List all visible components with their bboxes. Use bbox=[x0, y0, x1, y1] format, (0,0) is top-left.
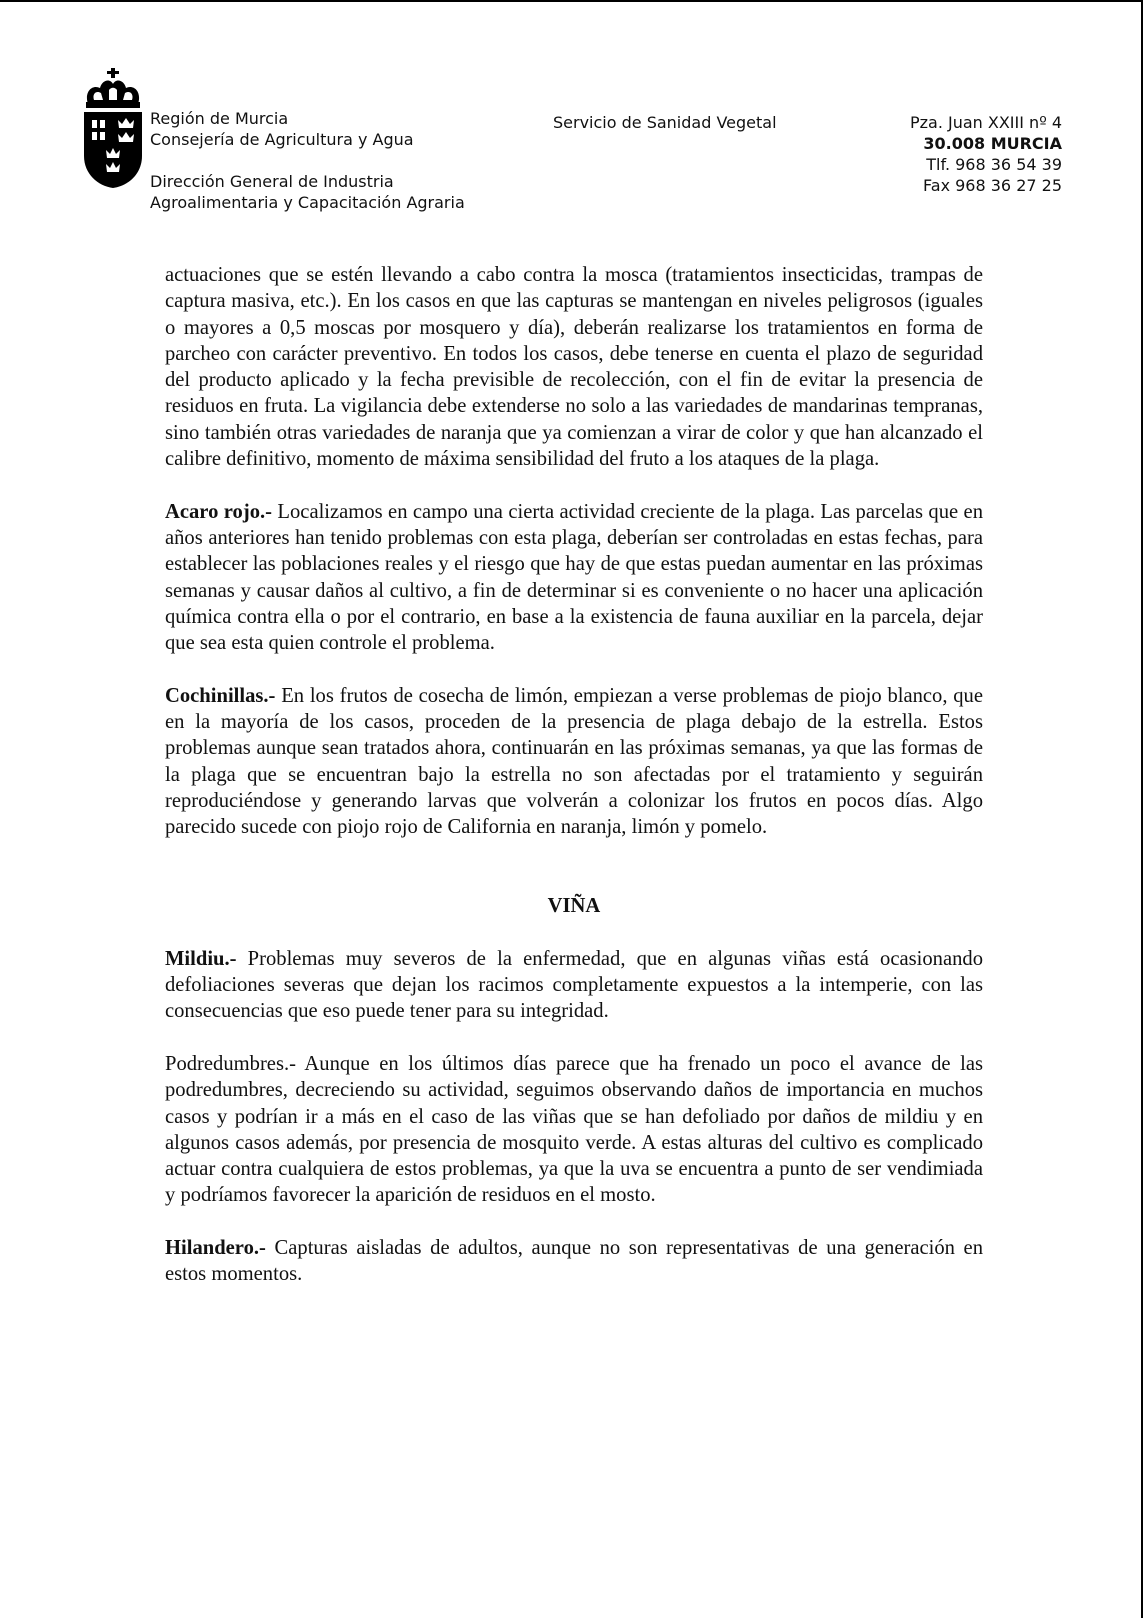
mildiu-text: Problemas muy severos de la enfermedad, que en algunas viñas está ocasionando defoliaciones severas que dejan los racimos completamente expuestos a la intemperie, con las consecuencias que eso puede tener para su integridad. bbox=[165, 947, 983, 1023]
hilandero-text: Capturas aisladas de adultos, aunque no son representativas de una generación en estos momentos. bbox=[165, 1236, 983, 1286]
header-directorate bbox=[150, 171, 465, 213]
header-ministry: Consejería de Agricultura y Agua bbox=[150, 130, 414, 149]
paragraph-mildiu bbox=[165, 946, 983, 1025]
header-fax: Fax 968 36 27 25 bbox=[923, 176, 1062, 195]
mildiu-title: Mildiu.- bbox=[165, 947, 237, 970]
coat-of-arms-icon bbox=[82, 68, 144, 190]
header-region: Región de Murcia bbox=[150, 109, 289, 128]
header-directorate-line1: Dirección General de Industria bbox=[150, 172, 394, 191]
hilandero-title: Hilandero.- bbox=[165, 1236, 266, 1259]
spacer bbox=[165, 867, 983, 893]
header-city: 30.008 MURCIA bbox=[923, 134, 1062, 153]
cochinillas-title: Cochinillas.- bbox=[165, 684, 276, 707]
paragraph-podredumbres: Podredumbres.- Aunque en los últimos días parece que ha frenado un poco el avance de las podredumbres, decreciendo su actividad, seguimos observando daños de importancia en muchos casos y podrían ir a más en el caso de las viñas que se han defoliado por daños de mildiu y en algunos casos además, por presencia de mosquito verde. A estas alturas del cultivo es complicado actuar contra cualquiera de estos problemas, ya que la uva se encuentra a punto de ser vendimiada y podríamos favorecer la aparición de residuos en el mosto. bbox=[165, 1052, 983, 1207]
document-body bbox=[165, 262, 983, 1288]
header-directorate-line2: Agroalimentaria y Capacitación Agraria bbox=[150, 193, 465, 212]
paragraph-acaro-rojo bbox=[165, 499, 983, 657]
paragraph-mosca: actuaciones que se estén llevando a cabo contra la mosca (tratamientos insecticidas, trampas de captura masiva, etc.). En los casos en que las capturas se mantengan en niveles peligrosos (iguales o mayores a 0,5 moscas por mosquero y día), deberán realizarse los tratamientos en forma de parcheo con carácter preventivo. En todos los casos, debe tenerse en cuenta el plazo de seguridad del producto aplicado y la fecha previsible de recolección, con el fin de evitar la presencia de residuos en fruta. La vigilancia debe extenderse no solo a las variedades de mandarinas tempranas, sino también otras variedades de naranja que ya comienzan a virar de color y que han alcanzado el calibre definitivo, momento de máxima sensibilidad del fruto a los ataques de la plaga. bbox=[165, 264, 983, 471]
header-organization bbox=[150, 108, 414, 150]
acaro-rojo-text: Localizamos en campo una cierta actividad creciente de la plaga. Las parcelas que en años anteriores han tenido problemas con esta plaga, deberían ser controladas en estas fechas, para establecer las poblaciones reales y el riesgo que hay de que estas puedan aumentar en las próximas semanas y causar daños al cultivo, a fin de determinar si es conveniente o no hacer una aplicación química contra ella o por el contrario, en base a la existencia de fauna auxiliar en la parcela, dejar que sea esta quien controle el problema. bbox=[165, 500, 983, 655]
paragraph-hilandero bbox=[165, 1235, 983, 1288]
paragraph-cochinillas bbox=[165, 683, 983, 841]
header-contact bbox=[910, 112, 1062, 196]
acaro-rojo-title: Acaro rojo.- bbox=[165, 500, 273, 523]
header-address: Pza. Juan XXIII nº 4 bbox=[909, 113, 1062, 132]
header-service: Servicio de Sanidad Vegetal bbox=[553, 113, 777, 132]
section-heading-vina: VIÑA bbox=[547, 895, 601, 918]
cochinillas-text: En los frutos de cosecha de limón, empiezan a verse problemas de piojo blanco, que en la mayoría de los casos, proceden de la presencia de plaga debajo de la estrella. Estos problemas aunque sean tratados ahora, continuarán en las próximas semanas, ya que las formas de la plaga que se encuentran bajo la estrella no son afectadas por el tratamiento y seguirán reproduciéndose y generando larvas que volverán a colonizar los frutos en pocos días. Algo parecido sucede con piojo rojo de California en naranja, limón y pomelo. bbox=[165, 684, 983, 839]
header-phone: Tlf. 968 36 54 39 bbox=[926, 155, 1062, 174]
